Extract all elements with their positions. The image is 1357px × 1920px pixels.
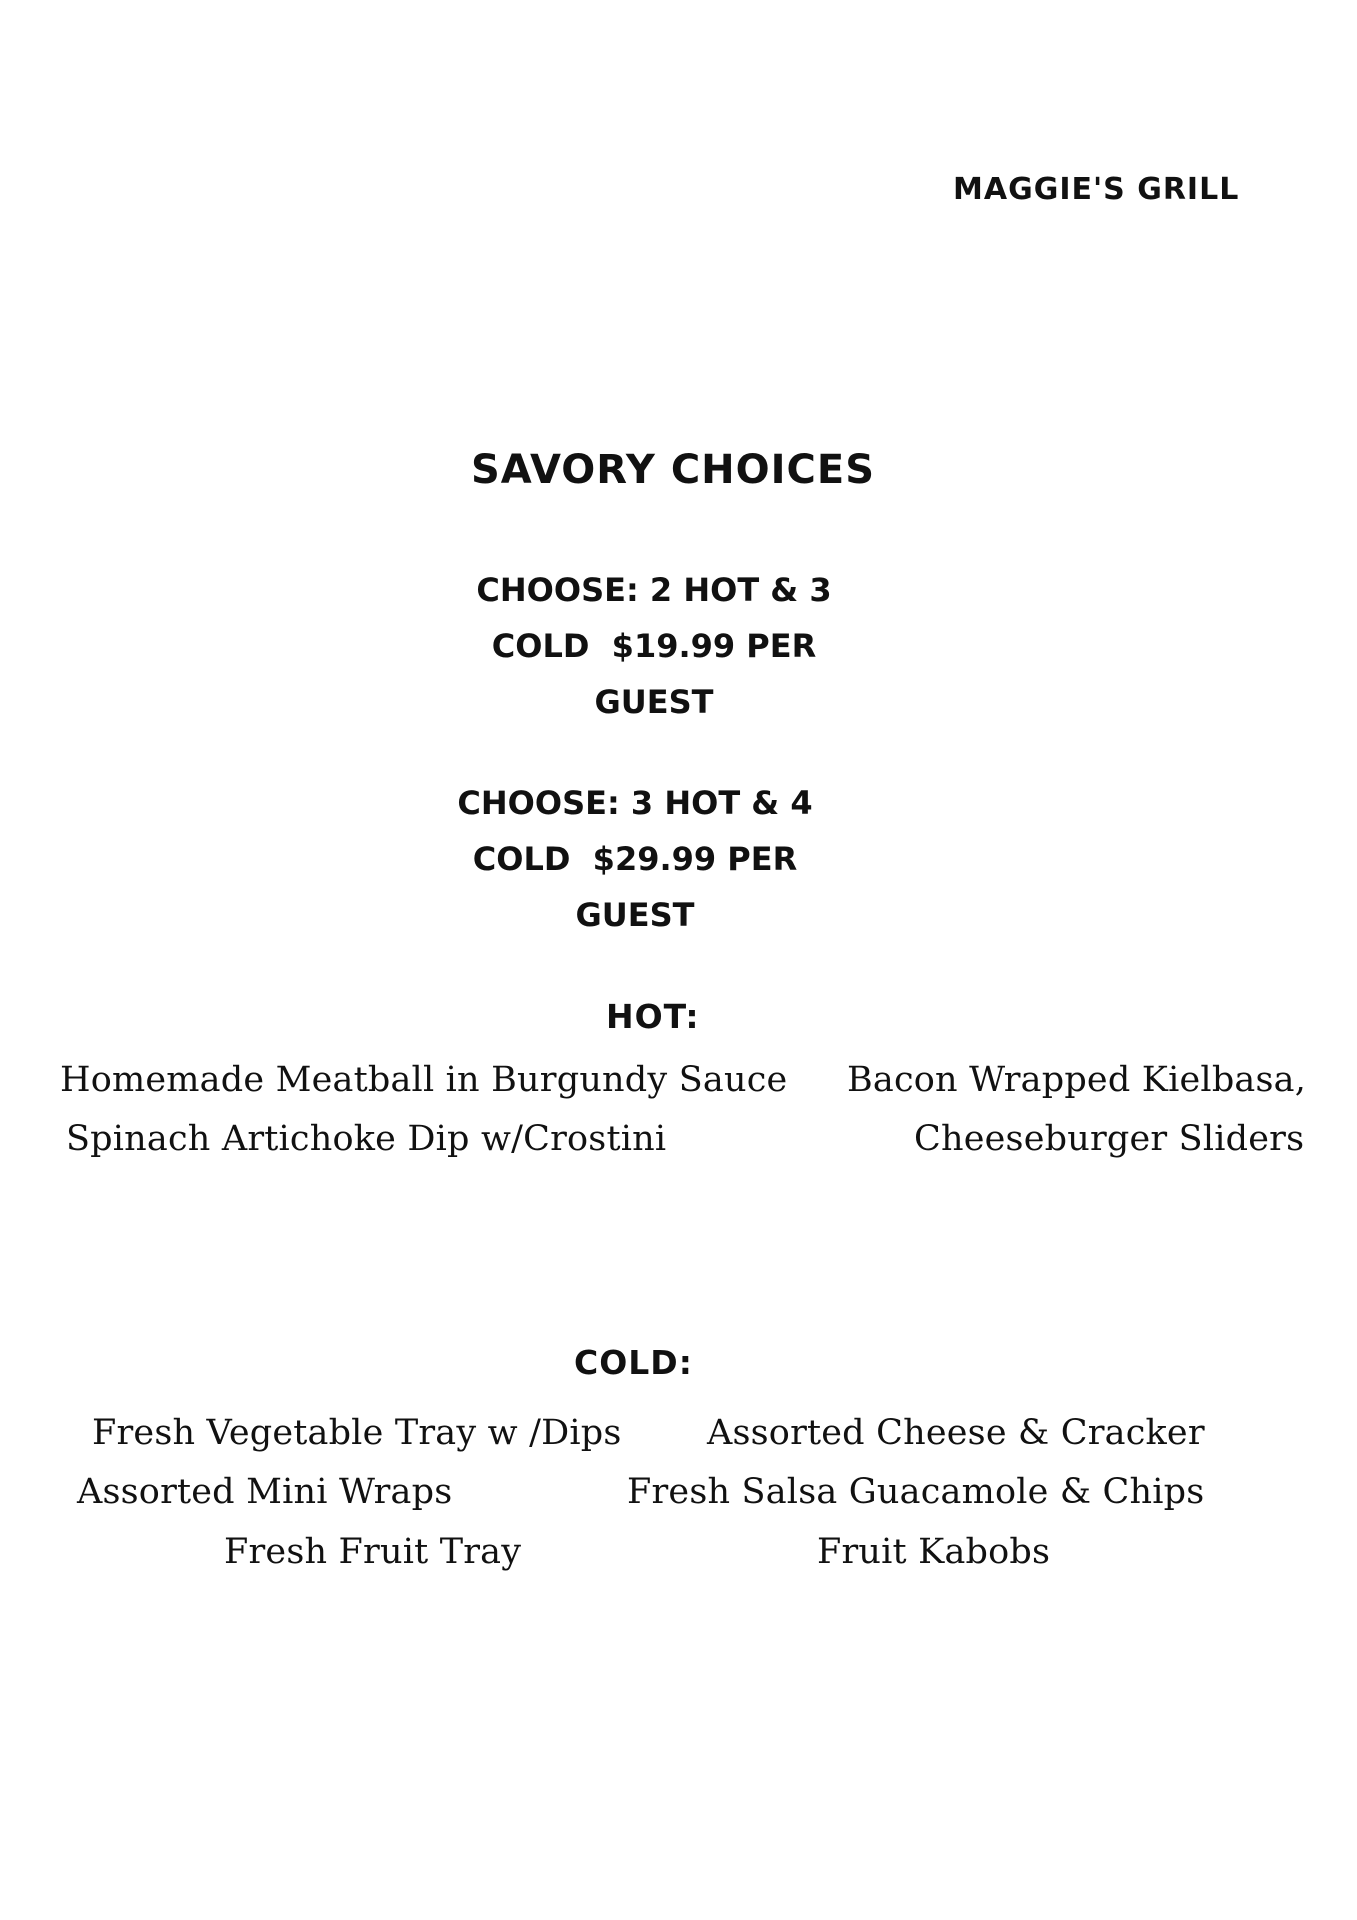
cold-item: Assorted Mini Wraps [77, 1472, 453, 1512]
cold-item: Fresh Fruit Tray [224, 1532, 522, 1572]
hot-heading: HOT: [606, 997, 700, 1036]
section-title: SAVORY CHOICES [471, 447, 876, 493]
hot-item: Spinach Artichoke Dip w/Crostini [66, 1119, 667, 1159]
pricing-option-1 [434, 562, 874, 730]
cold-heading: COLD: [574, 1343, 693, 1382]
hot-item: Cheeseburger Sliders [914, 1119, 1305, 1159]
cold-item: Fruit Kabobs [817, 1532, 1051, 1572]
pricing-option-line: GUEST [594, 683, 714, 721]
hot-item: Homemade Meatball in Burgundy Sauce [60, 1060, 788, 1100]
pricing-option-line: GUEST [575, 896, 695, 934]
hot-item: Bacon Wrapped Kielbasa, [847, 1060, 1307, 1100]
pricing-option-line: COLD $29.99 PER [472, 840, 798, 878]
pricing-option-2 [415, 775, 855, 943]
cold-item: Fresh Salsa Guacamole & Chips [627, 1472, 1205, 1512]
brand-name: MAGGIE'S GRILL [953, 172, 1240, 207]
cold-item: Assorted Cheese & Cracker [707, 1413, 1205, 1453]
pricing-option-line: COLD $19.99 PER [491, 627, 817, 665]
pricing-option-line: CHOOSE: 2 HOT & 3 [476, 571, 832, 609]
pricing-option-line: CHOOSE: 3 HOT & 4 [457, 784, 813, 822]
cold-item: Fresh Vegetable Tray w /Dips [92, 1413, 622, 1453]
